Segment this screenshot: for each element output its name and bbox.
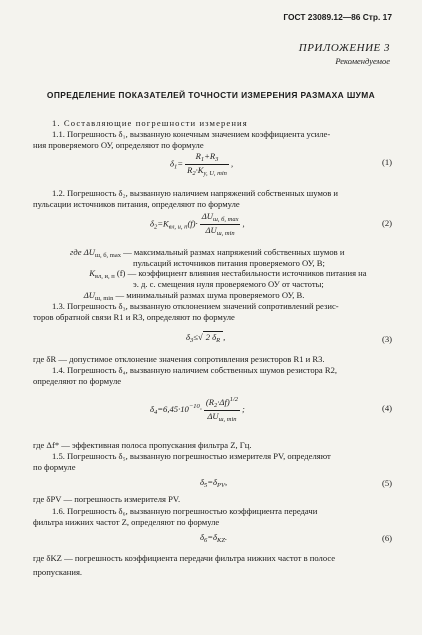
p14-line1: 1.4. Погрешность δ₄, вызванную наличием собственных шумов резистора R2,	[52, 365, 338, 375]
p16-line2: фильтра нижних частот Z, определяют по формуле	[33, 517, 220, 527]
def-row-3: $K_{вл, и, п}$ (f) — коэффициент влияния нестабильности источников питания на	[89, 268, 367, 280]
appendix-block	[299, 42, 390, 66]
p11-line2: ния проверяемого ОУ, определяют по формуле	[33, 140, 204, 150]
section-heading: 1. Составляющие погрешности измерения	[52, 118, 248, 128]
eq-number-4: (4)	[381, 403, 392, 413]
def-row-4: э. д. с. смещения нуля проверяемого ОУ от частоты;	[133, 279, 324, 289]
page-header: ГОСТ 23089.12—86 Стр. 17	[283, 12, 392, 22]
p12-line1: 1.2. Погрешность δ₂, вызванную наличием напряжений собственных шумов и	[52, 188, 338, 198]
p11-line1: 1.1. Погрешность δ₁, вызванную конечным значением коэффициента усиле-	[52, 129, 331, 139]
p13-line1: 1.3. Погрешность δ₃, вызванную отклонением значений сопротивлений резис-	[52, 301, 339, 311]
d6-line2: пропускания.	[33, 567, 83, 577]
eq-number-5: (5)	[381, 478, 392, 488]
eq-number-6: (6)	[381, 533, 392, 543]
appendix-subtitle: Рекомендуемое	[335, 55, 390, 66]
d5-text: где δPV — погрешность измерителя PV.	[33, 494, 181, 504]
def-row-2: пульсаций источников питания проверяемого ОУ, В;	[133, 258, 325, 268]
p15-line1: 1.5. Погрешность δ₅, вызванную погрешностью измерителя PV, определяют	[52, 451, 331, 461]
formula-3: $\delta_3\le√$ 2 $\delta_R$ ,	[186, 332, 226, 344]
formula-6: $\delta_6=\delta_{KZ}$.	[200, 532, 228, 544]
appendix-title: ПРИЛОЖЕНИЕ 3	[298, 42, 390, 54]
formula-4: $\delta_4=6,45\cdot 10^{-10}\cdot$ $\frac{(R_2\cdot\Delta f)^{1/2}}{\Delta U_{ш, min}}$ ;	[150, 396, 245, 424]
document-title: ОПРЕДЕЛЕНИЕ ПОКАЗАТЕЛЕЙ ТОЧНОСТИ ИЗМЕРЕНИЯ РАЗМАХА ШУМА	[46, 90, 376, 100]
formula-2: $\delta_2=K_{вл, и, п}(f)\cdot$ $\frac{\Delta U_{ш, б, max}}{\Delta U_{ш, min}}$ ,	[150, 211, 245, 238]
eq-number-1: (1)	[381, 157, 392, 167]
p16-line1: 1.6. Погрешность δ₆, вызванную погрешностью коэффициента передачи	[52, 506, 318, 516]
p12-line2: пульсации источников питания, определяют по формуле	[33, 199, 240, 209]
formula-1: $\delta_1=$ $\frac{R_1+R_3}{R_2\cdot K_{y, U, min}}$ ,	[170, 151, 234, 178]
def-row-5: $\Delta U_{ш, min}$ — минимальный размах шума проверяемого ОУ, В.	[83, 290, 305, 302]
formula-5: $\delta_5=\delta_{PV}$,	[200, 477, 228, 489]
d6-line1: где δKZ — погрешность коэффициента передачи фильтра нижних частот в полосе	[33, 553, 336, 563]
def-row-1: где $\Delta U_{ш, б, max}$ — максимальный размах напряжений собственных шумов и	[69, 247, 345, 259]
p14-line2: определяют по формуле	[33, 376, 122, 386]
eq-number-2: (2)	[381, 218, 392, 228]
eq-number-3: (3)	[381, 334, 392, 344]
p15-line2: по формуле	[33, 462, 76, 472]
d4-text: где Δf* — эффективная полоса пропускания фильтра Z, Гц.	[33, 440, 252, 450]
d3-text: где δR — допустимое отклонение значения сопротивления резисторов R1 и R3.	[33, 354, 325, 364]
p13-line2: торов обратной связи R1 и R3, определяют по формуле	[33, 312, 235, 322]
